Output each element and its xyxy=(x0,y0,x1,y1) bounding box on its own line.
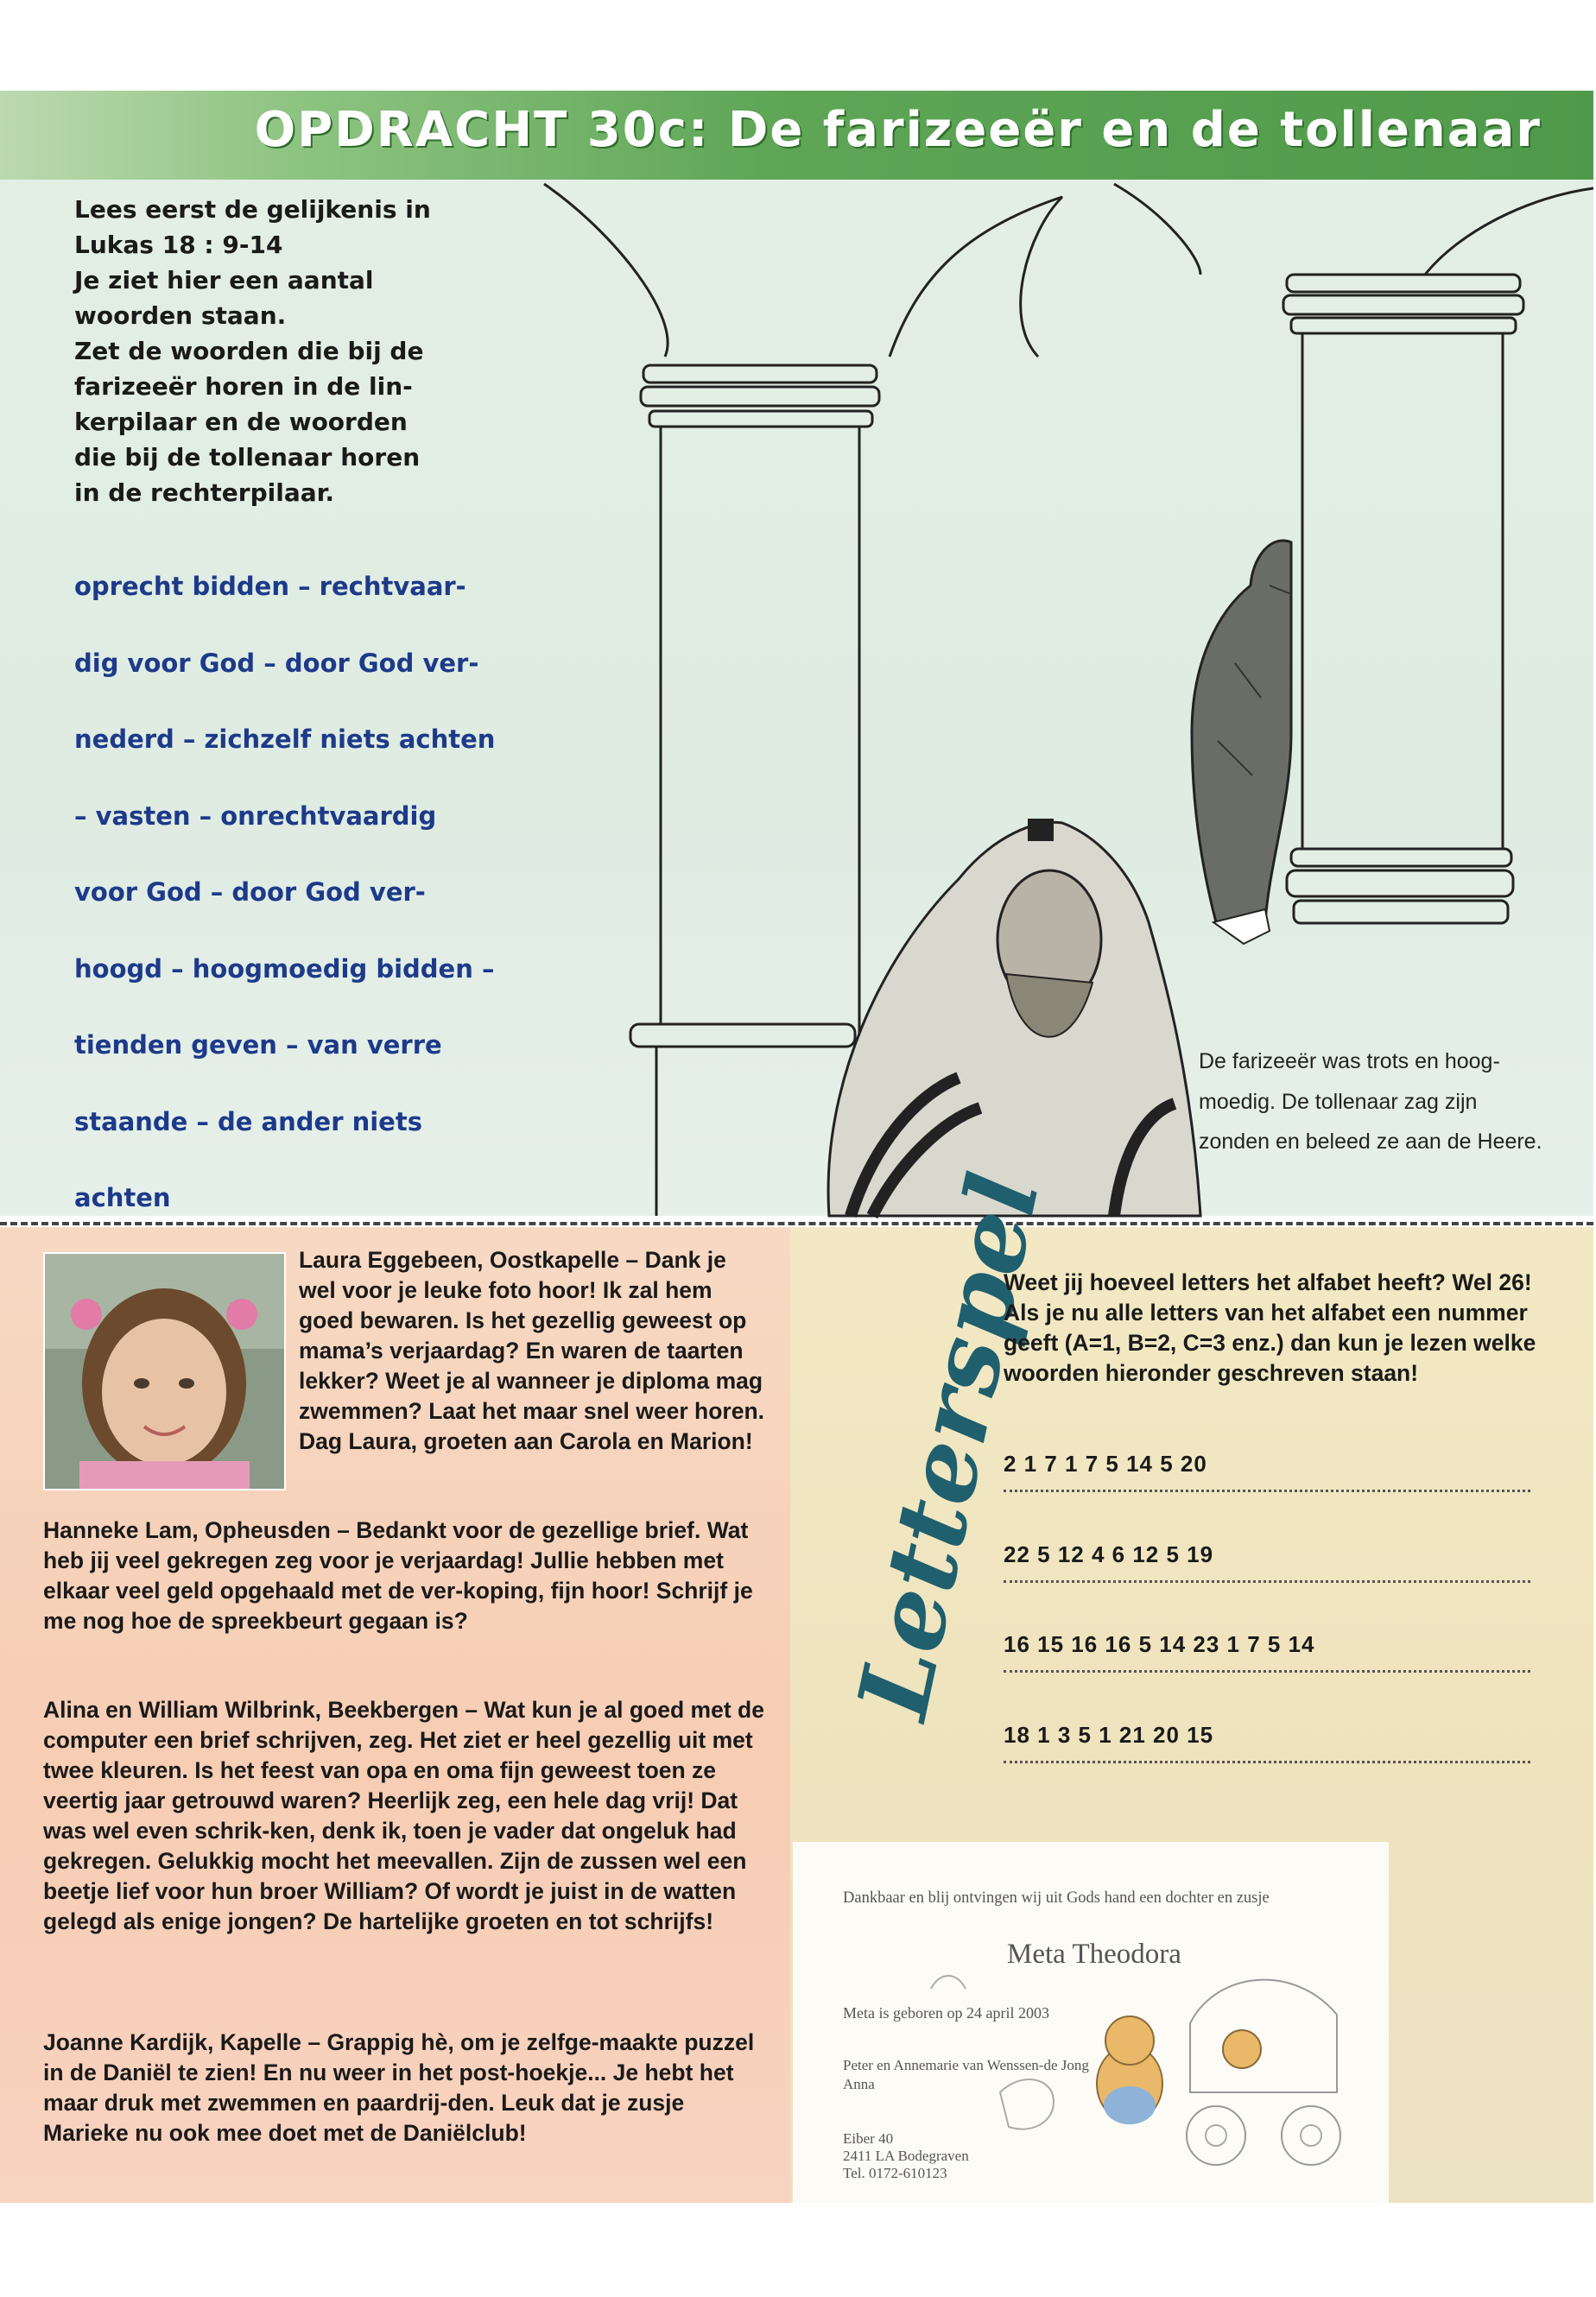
letter-body: Dank je wel voor je leuke foto hoor! Ik zal hem goed bewaren. Is het gezellig geweest op mama’s verjaardag? En waren de taarten lekker? Weet je al wanneer je diploma mag zwemmen? Laat het maar snel weer horen. Dag Laura, groeten aan Carola en Marion! xyxy=(299,1247,765,1454)
birth-date-line: Meta is geboren op 24 april 2003 xyxy=(843,2004,1049,2022)
instruction-line: farizeeër horen in de lin- xyxy=(74,372,413,401)
word-line: staande – de ander niets xyxy=(74,1106,422,1136)
letter-body: Wat kun je al goed met de computer een brief schrijven, zeg. Het ziet er heel gezellig uit met twee kleuren. Is het feest van opa en oma fijn geweest toen ze veertig jaar getrouwd waren? Heerlijk zeg, een hele dag vrij! Dat was wel even schrik-ken, denk ik, toen je vader dat ongeluk had gekregen. Gelukkig mocht het meevallen. Zijn de zussen wel een beetje lief voor hun broer William? Of wordt je juist in de watten gelegd als enige jongen? De hartelijke groeten en tot schrijfs! xyxy=(43,1697,764,1934)
right-pillar xyxy=(1283,275,1523,923)
arch-left xyxy=(544,184,668,357)
pharisee-figure xyxy=(828,819,1200,1216)
instruction-line: Lukas 18 : 9-14 xyxy=(74,231,283,259)
birth-announcement-card xyxy=(793,1842,1389,2203)
word-line: – vasten – onrechtvaardig xyxy=(74,800,437,831)
card-address xyxy=(843,2130,969,2182)
instruction-line: kerpilaar en de woorden xyxy=(74,408,408,436)
instruction-line: woorden staan. xyxy=(74,301,287,330)
word-line: hoogd – hoogmoedig bidden – xyxy=(74,953,495,984)
letter-reply xyxy=(299,1245,765,1457)
code-numbers: 22 5 12 4 6 12 5 19 xyxy=(1004,1541,1214,1567)
sibling-name: Anna xyxy=(843,2076,875,2092)
puzzle-intro: Weet jij hoeveel letters het alfabet heeft? Wel 26! Als je nu alle letters van het alfabet een nummer geeft (A=1, B=2, C=3 enz.) dan kun je lezen welke woorden hieronder geschreven staan! xyxy=(1004,1269,1536,1386)
word-list xyxy=(74,548,506,1237)
child-photo xyxy=(43,1252,286,1490)
word-line: dig voor God – door God ver- xyxy=(74,648,479,678)
answer-line[interactable] xyxy=(1004,1670,1530,1673)
code-row xyxy=(1004,1451,1530,1492)
letter-body: Grappig hè, om je zelfge-maakte puzzel in de Daniël te zien! En nu weer in het post-hoekje... Je hebt het maar druk met zwemmen en paardrij-den. Leuk dat je zusje Marieke nu ook mee doet met de Daniëlclub! xyxy=(43,2029,755,2146)
card-announcement: Dankbaar en blij ontvingen wij uit Gods hand een dochter en zusje xyxy=(843,1889,1270,1907)
instruction-line: in de rechterpilaar. xyxy=(74,478,335,507)
caption-line: moedig. De tollenaar zag zijn xyxy=(1199,1089,1478,1114)
illustration-caption xyxy=(1199,1041,1596,1162)
answer-line[interactable] xyxy=(1004,1761,1530,1763)
letter-reply xyxy=(43,1695,769,1937)
code-row xyxy=(1004,1631,1530,1673)
parents-names xyxy=(843,2056,1171,2094)
code-numbers: 2 1 7 1 7 5 14 5 20 xyxy=(1004,1451,1207,1477)
caption-line: De farizeeër was trots en hoog- xyxy=(1199,1049,1500,1073)
code-row xyxy=(1004,1541,1530,1583)
puzzle-title xyxy=(795,1164,1062,1740)
caption-line: zonden en beleed ze aan de Heere. xyxy=(1199,1130,1542,1154)
puzzle-title-text: Letterspel xyxy=(836,1164,1062,1728)
word-line: voor God – door God ver- xyxy=(74,877,426,907)
arch-right-inner xyxy=(1114,184,1200,275)
instruction-line: Zet de woorden die bij de xyxy=(74,337,424,365)
instruction-line: die bij de tollenaar horen xyxy=(74,443,421,471)
letter-sender: Joanne Kardijk, Kapelle – xyxy=(43,2029,321,2055)
letter-sender: Laura Eggebeen, Oostkapelle – xyxy=(299,1247,639,1273)
baby-name: Meta Theodora xyxy=(1007,1939,1181,1970)
page-title: OPDRACHT 30c: De farizeeër en de tollenaar xyxy=(254,102,1542,158)
letter-reply xyxy=(43,2028,769,2148)
dashed-cut-line xyxy=(0,1222,1593,1225)
letter-sender: Alina en William Wilbrink, Beekbergen – xyxy=(43,1697,478,1723)
tax-collector-figure xyxy=(1192,541,1291,944)
instruction-line: Lees eerst de gelijkenis in xyxy=(74,195,431,224)
assignment-instructions xyxy=(74,192,463,510)
word-line: oprecht bidden – rechtvaar- xyxy=(74,572,466,601)
letter-reply xyxy=(43,1516,769,1636)
address-line: 2411 LA Bodegraven xyxy=(843,2148,969,2164)
arch-right xyxy=(1425,188,1593,275)
code-numbers: 18 1 3 5 1 21 20 15 xyxy=(1004,1722,1214,1748)
word-line: achten xyxy=(74,1183,171,1212)
word-line: nederd – zichzelf niets achten xyxy=(74,725,496,754)
address-line: Eiber 40 xyxy=(843,2130,894,2147)
address-line: Tel. 0172-610123 xyxy=(843,2165,947,2181)
code-row xyxy=(1004,1722,1530,1763)
arch-middle xyxy=(890,197,1062,357)
answer-line[interactable] xyxy=(1004,1580,1530,1583)
letter-sender: Hanneke Lam, Opheusden – xyxy=(43,1517,350,1543)
instruction-line: Je ziet hier een aantal xyxy=(74,266,374,294)
word-line: tienden geven – van verre xyxy=(74,1030,442,1060)
letter-body: Bedankt voor de gezellige brief. Wat heb jij veel gekregen zeg voor je verjaardag! Jullie hebben met elkaar veel geld opgehaald met de ver-koping, fijn hoor! Schrijf je me nog hoe de spreekbeurt gegaan is? xyxy=(43,1517,753,1634)
answer-line[interactable] xyxy=(1004,1490,1530,1492)
parents-line: Peter en Annemarie van Wenssen-de Jong xyxy=(843,2057,1089,2073)
code-numbers: 16 15 16 16 5 14 23 1 7 5 14 xyxy=(1004,1631,1315,1657)
